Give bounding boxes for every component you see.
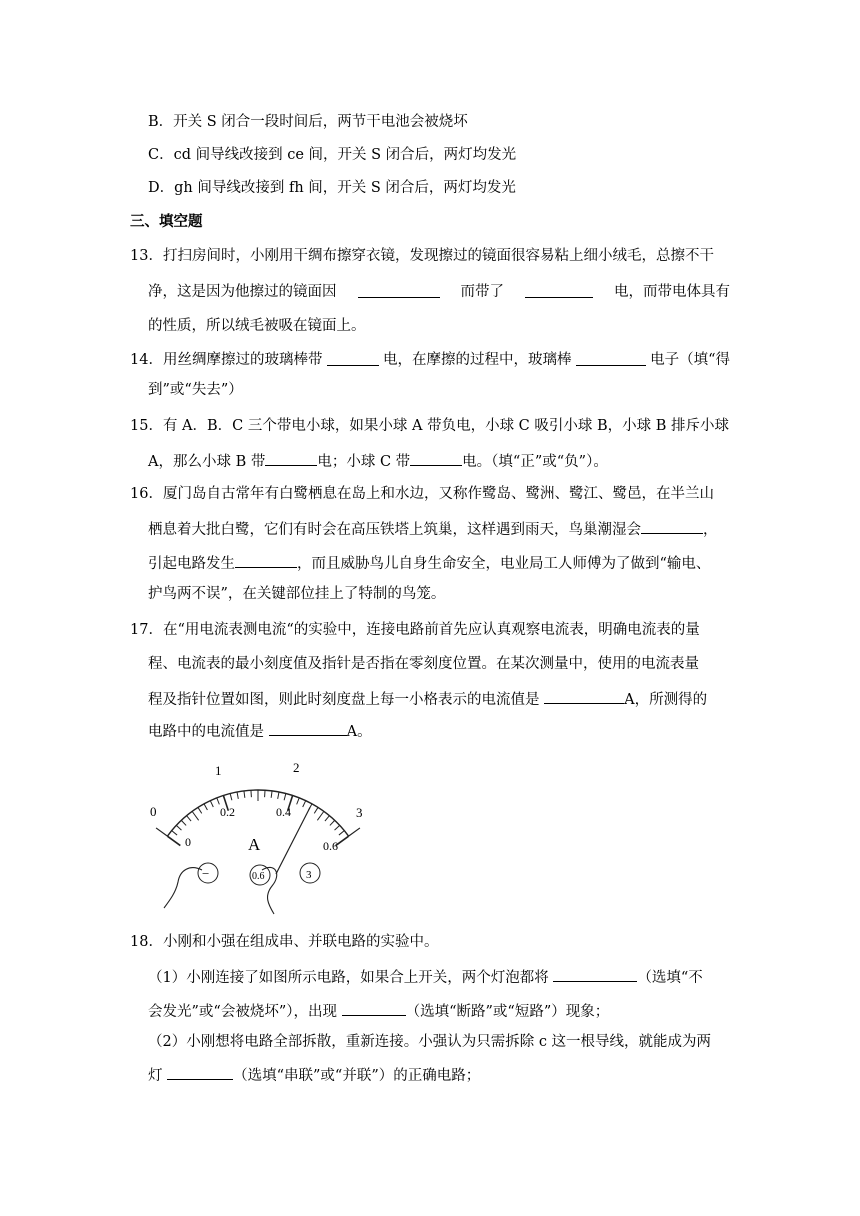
scale-end-right [349, 828, 360, 836]
q18-p1-text-d: （选填“断路”或“短路”）现象； [405, 1004, 610, 1020]
option-c: C．cd 间导线改接到 ce 间，开关 S 闭合后，两灯均发光 [148, 147, 517, 163]
q18-line1: 18．小刚和小强在组成串、并联电路的实验中。 [130, 934, 439, 950]
q17-line3 [148, 688, 707, 710]
inner-label-0-6: 0.6 [323, 839, 338, 853]
scale-tick [244, 791, 245, 798]
unit-symbol: A [248, 835, 261, 854]
q16-line2 [148, 518, 718, 540]
q13-line1: 13．打扫房间时，小刚用干绸布擦穿衣镜，发现擦过的镜面很容易粘上细小绒毛，总擦不干 [130, 248, 714, 264]
q13-text-a: 净，这是因为他擦过的镜面因 [148, 284, 337, 300]
scale-tick [230, 794, 232, 801]
q15-blank-2[interactable] [410, 450, 462, 466]
q18-p2-line2 [148, 1064, 480, 1086]
scale-tick [192, 811, 198, 820]
scale-tick [198, 807, 202, 813]
q15-line1: 15．有 A．B．C 三个带电小球，如果小球 A 带负电，小球 C 吸引小球 B，小球 B 排斥小球 [130, 418, 730, 434]
outer-label-1: 1 [215, 763, 222, 778]
q16-text-a: 栖息着大批白鹭，它们有时会在高压铁塔上筑巢，这样遇到雨天，鸟巢潮湿会 [148, 522, 641, 538]
q13-text-c: 电，而带电体具有 [614, 284, 730, 300]
q18-p1-line2 [148, 1000, 609, 1022]
q17-text-a: 程及指针位置如图，则此时刻度盘上每一小格表示的电流值是 [148, 692, 545, 708]
q18-p1-text-c: 会发光”或“会被烧坏”），出现 [148, 1004, 342, 1020]
q18-p2-line1: （2）小刚想将电路全部拆散，重新连接。小强认为只需拆除 c 这一根导线，就能成为两 [148, 1034, 712, 1050]
q14-text-b: 电，在摩擦的过程中，玻璃棒 [383, 352, 572, 368]
scale-tick [335, 825, 340, 830]
q13-blank-1[interactable] [358, 282, 440, 298]
scale-tick [204, 804, 207, 810]
inner-label-0-2: 0.2 [220, 805, 235, 819]
q18-p2-text-b: （选填“串联”或“并联”）的正确电路； [233, 1068, 481, 1084]
q17-line1: 17．在“用电流表测电流“的实验中，连接电路前首先应认真观察电流表，明确电流表的量 [130, 622, 700, 638]
scale-tick [314, 807, 318, 813]
scale-tick [339, 831, 344, 835]
q14-text-a: 14．用丝绸摩擦过的玻璃棒带 [130, 352, 323, 368]
scale-tick [181, 820, 186, 825]
scale-tick [237, 792, 238, 799]
q18-blank-1[interactable] [553, 966, 637, 982]
q17-blank-2[interactable] [269, 720, 347, 736]
scale-tick [284, 794, 286, 801]
q18-blank-2[interactable] [342, 1000, 406, 1016]
outer-label-3: 3 [356, 805, 363, 820]
q13-line3: 的性质，所以绒毛被吸在镜面上。 [148, 318, 366, 334]
scale-tick [167, 836, 180, 845]
inner-label-0: 0 [185, 835, 191, 849]
q17-line4 [148, 720, 372, 742]
q17-line2: 程、电流表的最小刻度值及指针是否指在零刻度位置。在某次测量中，使用的电流表量 [148, 656, 699, 672]
scale-tick [303, 801, 306, 807]
q17-text-c: 电路中的电流值是 [148, 724, 269, 740]
q15-line2 [148, 450, 608, 472]
q16-line4: 护鸟两不误”，在关键部位挂上了特制的鸟笼。 [148, 586, 446, 602]
q16-blank-2[interactable] [235, 552, 297, 568]
q18-blank-3[interactable] [167, 1064, 233, 1080]
scale-tick [271, 791, 272, 798]
q16-text-d: ，而且威胁鸟儿自身生命安全，电业局工人师傅为了做到“输电、 [297, 556, 711, 572]
scale-end-left [156, 828, 167, 836]
section-title: 三、填空题 [130, 213, 203, 230]
outer-label-0: 0 [150, 804, 157, 819]
scale-tick [172, 831, 177, 835]
q13-line2 [148, 282, 730, 302]
q15-blank-1[interactable] [265, 450, 317, 466]
q16-blank-1[interactable] [641, 518, 703, 534]
q15-text-c: 电。（填“正”或“负”）。 [462, 454, 608, 470]
scale-tick [210, 801, 213, 807]
ammeter-diagram [140, 752, 380, 917]
option-b: B．开关 S 闭合一段时间后，两节干电池会被烧坏 [148, 114, 468, 130]
q13-text-b: 而带了 [460, 284, 504, 300]
q17-text-b: A，所测得的 [624, 692, 708, 708]
wire-left [164, 868, 202, 908]
q15-text-b: 电；小球 C 带 [317, 454, 411, 470]
q16-line3 [148, 552, 710, 574]
q18-p1-text-b: （选填“不 [637, 970, 703, 986]
q18-p1-line1 [148, 966, 703, 988]
q15-text-a: A，那么小球 B 带 [148, 454, 266, 470]
outer-label-2: 2 [293, 760, 300, 775]
q14-line2: 到”或“失去”） [148, 382, 243, 398]
q17-blank-1[interactable] [544, 688, 624, 704]
scale-tick [317, 811, 323, 820]
q14-blank-2[interactable] [576, 350, 646, 366]
scale-tick [217, 798, 220, 805]
scale-tick [297, 798, 300, 805]
q14-blank-1[interactable] [327, 350, 379, 366]
scale-tick [278, 792, 279, 799]
terminal-0-6-label: 0.6 [252, 871, 265, 882]
terminal-3-label: 3 [306, 869, 312, 881]
q14-line1 [130, 350, 730, 370]
q13-blank-2[interactable] [525, 282, 593, 298]
inner-label-0-4: 0.4 [276, 805, 291, 819]
q16-line1: 16．厦门岛自古常年有白鹭栖息在岛上和水边，又称作鹭岛、鹭洲、鹭江、鹭邑，在半兰山 [130, 486, 714, 502]
negative-terminal-label: − [202, 866, 210, 881]
scale-tick [187, 816, 191, 821]
option-d: D．gh 间导线改接到 fh 间，开关 S 闭合后，两灯均发光 [148, 180, 516, 196]
q18-p2-text-a: 灯 [148, 1068, 168, 1084]
q16-text-c: 引起电路发生 [148, 556, 235, 572]
q17-text-d: A。 [346, 724, 372, 740]
q14-text-c: 电子（填“得 [650, 352, 730, 368]
scale-tick [330, 820, 335, 825]
scale-tick [325, 816, 329, 821]
q18-p1-text-a: （1）小刚连接了如图所示电路，如果合上开关，两个灯泡都将 [148, 970, 554, 986]
q16-text-b: ， [703, 522, 718, 538]
scale-tick [176, 825, 181, 830]
